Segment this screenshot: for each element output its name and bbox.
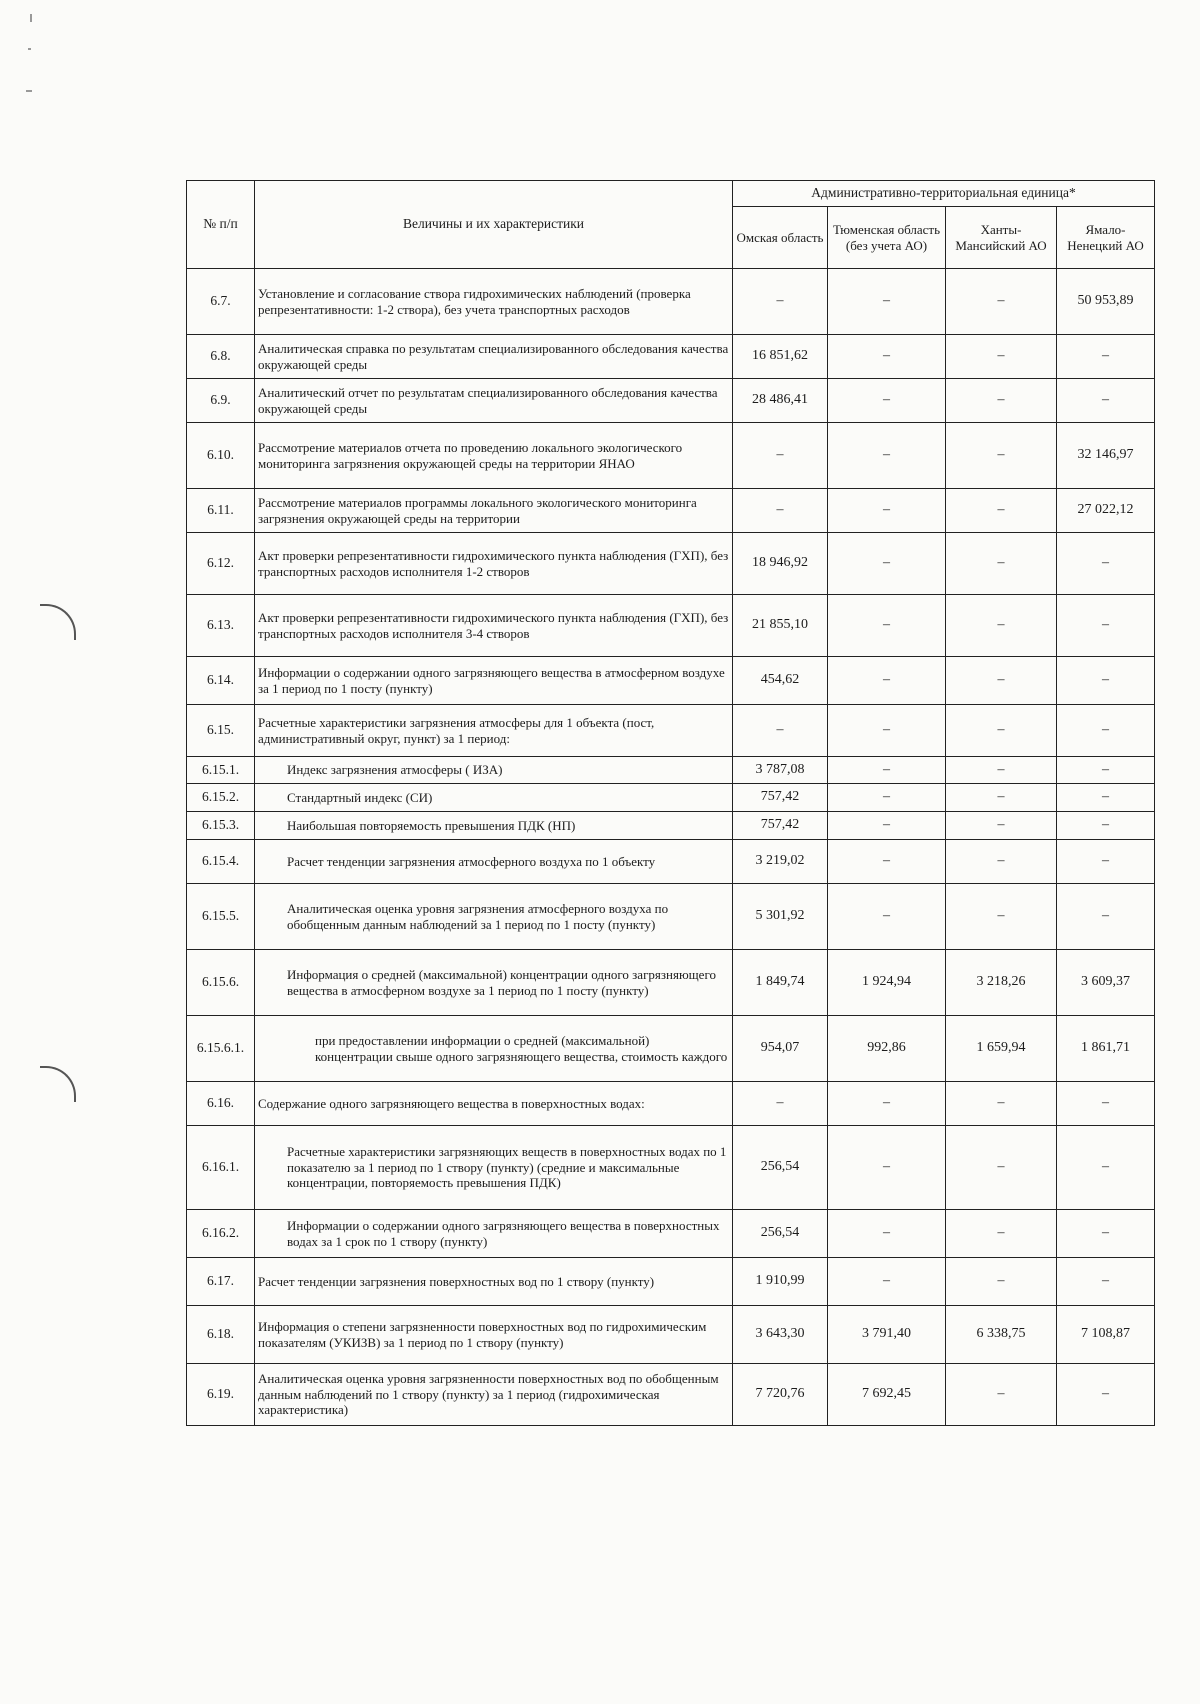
value-khmao: – bbox=[946, 812, 1057, 840]
row-number: 6.15. bbox=[187, 705, 255, 757]
value-yanao: – bbox=[1057, 1126, 1155, 1210]
row-number: 6.15.1. bbox=[187, 757, 255, 784]
table-row bbox=[187, 1126, 1155, 1210]
row-number: 6.15.3. bbox=[187, 812, 255, 840]
value-tyumen: – bbox=[828, 705, 946, 757]
value-khmao: – bbox=[946, 379, 1057, 423]
table-row bbox=[187, 269, 1155, 335]
value-yanao: – bbox=[1057, 705, 1155, 757]
value-tyumen: – bbox=[828, 533, 946, 595]
value-yanao: – bbox=[1057, 884, 1155, 950]
row-number: 6.16.1. bbox=[187, 1126, 255, 1210]
row-description: при предоставлении информации о средней (максимальной) концентрации свыше одного загрязняющего вещества, стоимость каждого bbox=[255, 1016, 733, 1082]
value-tyumen: – bbox=[828, 757, 946, 784]
row-number: 6.16.2. bbox=[187, 1210, 255, 1258]
value-khmao: – bbox=[946, 595, 1057, 657]
value-yanao: – bbox=[1057, 812, 1155, 840]
value-tyumen: – bbox=[828, 840, 946, 884]
value-khmao: 3 218,26 bbox=[946, 950, 1057, 1016]
value-tyumen: – bbox=[828, 884, 946, 950]
value-omsk: 3 787,08 bbox=[733, 757, 828, 784]
value-tyumen: 7 692,45 bbox=[828, 1364, 946, 1426]
value-khmao: – bbox=[946, 884, 1057, 950]
value-tyumen: – bbox=[828, 784, 946, 812]
row-number: 6.15.6.1. bbox=[187, 1016, 255, 1082]
row-number: 6.15.2. bbox=[187, 784, 255, 812]
value-tyumen: – bbox=[828, 657, 946, 705]
value-tyumen: – bbox=[828, 812, 946, 840]
row-description: Рассмотрение материалов отчета по проведению локального экологического мониторинга загрязнения окружающей среды на территории ЯНАО bbox=[255, 423, 733, 489]
row-description: Рассмотрение материалов программы локального экологического мониторинга загрязнения окружающей среды на территории bbox=[255, 489, 733, 533]
value-yanao: 3 609,37 bbox=[1057, 950, 1155, 1016]
value-yanao: 32 146,97 bbox=[1057, 423, 1155, 489]
value-tyumen: – bbox=[828, 379, 946, 423]
value-yanao: – bbox=[1057, 1258, 1155, 1306]
value-yanao: 27 022,12 bbox=[1057, 489, 1155, 533]
row-number: 6.7. bbox=[187, 269, 255, 335]
value-yanao: 7 108,87 bbox=[1057, 1306, 1155, 1364]
value-omsk: 757,42 bbox=[733, 812, 828, 840]
value-omsk: 1 910,99 bbox=[733, 1258, 828, 1306]
row-description: Расчетные характеристики загрязнения атмосферы для 1 объекта (пост, административный округ, пункт) за 1 период: bbox=[255, 705, 733, 757]
row-description: Стандартный индекс (СИ) bbox=[255, 784, 733, 812]
row-number: 6.12. bbox=[187, 533, 255, 595]
row-description: Установление и согласование створа гидрохимических наблюдений (проверка репрезентативности: 1-2 створа), без учета транспортных расходов bbox=[255, 269, 733, 335]
value-khmao: – bbox=[946, 1364, 1057, 1426]
row-number: 6.8. bbox=[187, 335, 255, 379]
value-tyumen: 3 791,40 bbox=[828, 1306, 946, 1364]
row-number: 6.15.5. bbox=[187, 884, 255, 950]
header-num: № п/п bbox=[187, 181, 255, 269]
table-row bbox=[187, 1210, 1155, 1258]
scan-mark bbox=[28, 48, 31, 50]
value-khmao: – bbox=[946, 269, 1057, 335]
value-khmao: – bbox=[946, 840, 1057, 884]
value-yanao: – bbox=[1057, 1210, 1155, 1258]
header-region-yanao: Ямало-Ненецкий АО bbox=[1057, 207, 1155, 269]
table-row bbox=[187, 884, 1155, 950]
value-tyumen: – bbox=[828, 489, 946, 533]
value-tyumen: – bbox=[828, 1258, 946, 1306]
row-description: Индекс загрязнения атмосферы ( ИЗА) bbox=[255, 757, 733, 784]
table-row bbox=[187, 657, 1155, 705]
value-omsk: 7 720,76 bbox=[733, 1364, 828, 1426]
row-number: 6.15.4. bbox=[187, 840, 255, 884]
value-khmao: – bbox=[946, 784, 1057, 812]
value-yanao: – bbox=[1057, 1082, 1155, 1126]
table-row bbox=[187, 1016, 1155, 1082]
value-yanao: – bbox=[1057, 379, 1155, 423]
row-number: 6.14. bbox=[187, 657, 255, 705]
value-omsk: – bbox=[733, 1082, 828, 1126]
value-yanao: – bbox=[1057, 335, 1155, 379]
row-number: 6.17. bbox=[187, 1258, 255, 1306]
value-tyumen: – bbox=[828, 1210, 946, 1258]
table-row bbox=[187, 379, 1155, 423]
row-description: Информации о содержании одного загрязняющего вещества в поверхностных водах за 1 срок по 1 створу (пункту) bbox=[255, 1210, 733, 1258]
value-khmao: – bbox=[946, 1258, 1057, 1306]
table-row bbox=[187, 784, 1155, 812]
value-omsk: 256,54 bbox=[733, 1210, 828, 1258]
row-description: Информация о степени загрязненности поверхностных вод по гидрохимическим показателям (УКИЗВ) за 1 период по 1 створу (пункту) bbox=[255, 1306, 733, 1364]
row-description: Аналитическая оценка уровня загрязнения атмосферного воздуха по обобщенным данным наблюдений за 1 период по 1 посту (пункту) bbox=[255, 884, 733, 950]
value-khmao: – bbox=[946, 423, 1057, 489]
row-description: Аналитическая оценка уровня загрязненности поверхностных вод по обобщенным данным наблюдений по 1 створу (пункту) за 1 период (гидрохимическая характеристика) bbox=[255, 1364, 733, 1426]
table-row bbox=[187, 335, 1155, 379]
value-omsk: – bbox=[733, 489, 828, 533]
punch-hole-mark bbox=[40, 604, 76, 640]
table-row bbox=[187, 950, 1155, 1016]
value-yanao: – bbox=[1057, 533, 1155, 595]
row-description: Расчет тенденции загрязнения атмосферного воздуха по 1 объекту bbox=[255, 840, 733, 884]
row-number: 6.13. bbox=[187, 595, 255, 657]
table-row bbox=[187, 812, 1155, 840]
price-table bbox=[186, 180, 1155, 1426]
value-khmao: – bbox=[946, 657, 1057, 705]
value-omsk: 21 855,10 bbox=[733, 595, 828, 657]
table-row bbox=[187, 533, 1155, 595]
value-khmao: – bbox=[946, 1210, 1057, 1258]
row-description: Расчет тенденции загрязнения поверхностных вод по 1 створу (пункту) bbox=[255, 1258, 733, 1306]
row-number: 6.15.6. bbox=[187, 950, 255, 1016]
row-description: Аналитическая справка по результатам специализированного обследования качества окружающей среды bbox=[255, 335, 733, 379]
row-description: Аналитический отчет по результатам специализированного обследования качества окружающей среды bbox=[255, 379, 733, 423]
row-number: 6.11. bbox=[187, 489, 255, 533]
row-number: 6.10. bbox=[187, 423, 255, 489]
value-tyumen: – bbox=[828, 595, 946, 657]
table-row bbox=[187, 595, 1155, 657]
row-description: Акт проверки репрезентативности гидрохимического пункта наблюдения (ГХП), без транспортных расходов исполнителя 3-4 створов bbox=[255, 595, 733, 657]
value-khmao: 1 659,94 bbox=[946, 1016, 1057, 1082]
value-khmao: – bbox=[946, 1126, 1057, 1210]
row-number: 6.9. bbox=[187, 379, 255, 423]
table-row bbox=[187, 840, 1155, 884]
value-tyumen: – bbox=[828, 335, 946, 379]
value-omsk: 1 849,74 bbox=[733, 950, 828, 1016]
row-description: Расчетные характеристики загрязняющих веществ в поверхностных водах по 1 показателю за 1 период по 1 створу (пункту) (средние и максимальные концентрации, повторяемость превышения ПДК) bbox=[255, 1126, 733, 1210]
value-omsk: – bbox=[733, 269, 828, 335]
value-tyumen: – bbox=[828, 423, 946, 489]
value-khmao: 6 338,75 bbox=[946, 1306, 1057, 1364]
value-yanao: – bbox=[1057, 840, 1155, 884]
value-omsk: 757,42 bbox=[733, 784, 828, 812]
table-row bbox=[187, 423, 1155, 489]
table-body bbox=[187, 269, 1155, 1426]
value-omsk: 16 851,62 bbox=[733, 335, 828, 379]
value-omsk: 454,62 bbox=[733, 657, 828, 705]
header-region-omsk: Омская область bbox=[733, 207, 828, 269]
table-row bbox=[187, 1364, 1155, 1426]
value-yanao: – bbox=[1057, 1364, 1155, 1426]
value-omsk: 954,07 bbox=[733, 1016, 828, 1082]
value-khmao: – bbox=[946, 489, 1057, 533]
value-tyumen: – bbox=[828, 1082, 946, 1126]
value-khmao: – bbox=[946, 533, 1057, 595]
header-quantity: Величины и их характеристики bbox=[255, 181, 733, 269]
value-omsk: – bbox=[733, 705, 828, 757]
punch-hole-mark bbox=[40, 1066, 76, 1102]
header-region-tyumen: Тюменская область (без учета АО) bbox=[828, 207, 946, 269]
value-khmao: – bbox=[946, 705, 1057, 757]
value-omsk: – bbox=[733, 423, 828, 489]
value-omsk: 256,54 bbox=[733, 1126, 828, 1210]
value-yanao: – bbox=[1057, 595, 1155, 657]
row-description: Информация о средней (максимальной) концентрации одного загрязняющего вещества в атмосферном воздухе за 1 период по 1 посту (пункту) bbox=[255, 950, 733, 1016]
value-omsk: 3 643,30 bbox=[733, 1306, 828, 1364]
table-row bbox=[187, 757, 1155, 784]
value-tyumen: 1 924,94 bbox=[828, 950, 946, 1016]
value-yanao: – bbox=[1057, 657, 1155, 705]
row-description: Акт проверки репрезентативности гидрохимического пункта наблюдения (ГХП), без транспортных расходов исполнителя 1-2 створов bbox=[255, 533, 733, 595]
table-row bbox=[187, 1258, 1155, 1306]
scan-mark bbox=[30, 14, 32, 22]
value-yanao: – bbox=[1057, 784, 1155, 812]
row-number: 6.19. bbox=[187, 1364, 255, 1426]
row-description: Наибольшая повторяемость превышения ПДК (НП) bbox=[255, 812, 733, 840]
row-description: Содержание одного загрязняющего вещества в поверхностных водах: bbox=[255, 1082, 733, 1126]
table-row bbox=[187, 1306, 1155, 1364]
table-row bbox=[187, 489, 1155, 533]
value-omsk: 5 301,92 bbox=[733, 884, 828, 950]
value-tyumen: 992,86 bbox=[828, 1016, 946, 1082]
scan-mark bbox=[26, 90, 32, 92]
value-omsk: 18 946,92 bbox=[733, 533, 828, 595]
value-yanao: 50 953,89 bbox=[1057, 269, 1155, 335]
row-number: 6.18. bbox=[187, 1306, 255, 1364]
value-omsk: 3 219,02 bbox=[733, 840, 828, 884]
value-khmao: – bbox=[946, 757, 1057, 784]
value-khmao: – bbox=[946, 1082, 1057, 1126]
header-region-khmao: Ханты-Мансийский АО bbox=[946, 207, 1057, 269]
value-tyumen: – bbox=[828, 269, 946, 335]
value-khmao: – bbox=[946, 335, 1057, 379]
value-omsk: 28 486,41 bbox=[733, 379, 828, 423]
row-description: Информации о содержании одного загрязняющего вещества в атмосферном воздухе за 1 период по 1 посту (пункту) bbox=[255, 657, 733, 705]
value-tyumen: – bbox=[828, 1126, 946, 1210]
header-region-group: Административно-территориальная единица* bbox=[733, 181, 1155, 207]
table-row bbox=[187, 705, 1155, 757]
value-yanao: 1 861,71 bbox=[1057, 1016, 1155, 1082]
row-number: 6.16. bbox=[187, 1082, 255, 1126]
value-yanao: – bbox=[1057, 757, 1155, 784]
table-row bbox=[187, 1082, 1155, 1126]
